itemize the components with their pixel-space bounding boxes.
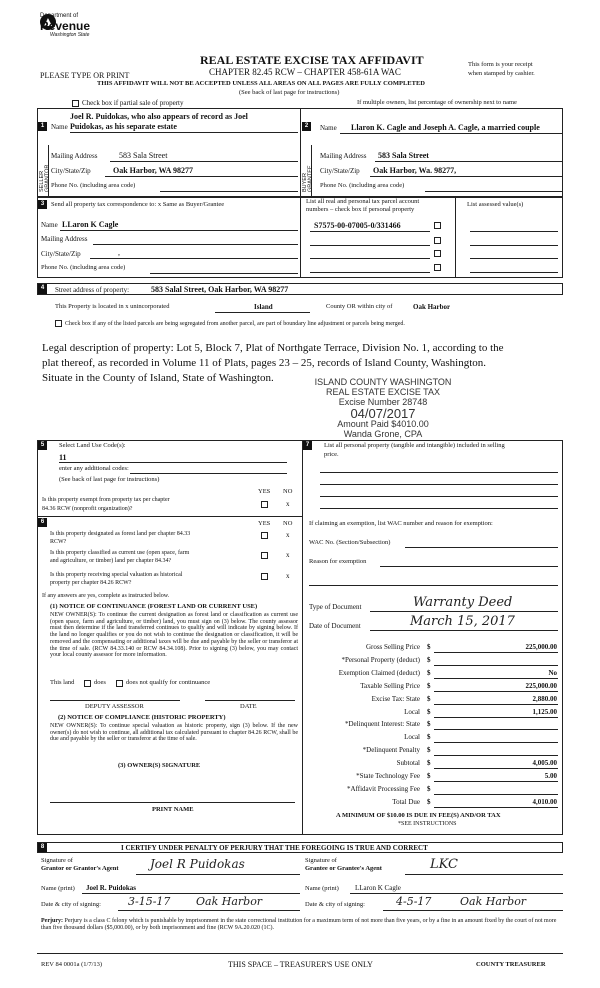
buyer-mailing: 583 Sala Street <box>378 151 429 160</box>
fee-row-label: *Delinquent Penalty <box>362 746 420 754</box>
does-not-label: does not qualify for continuance <box>126 679 211 686</box>
grantee-date-label: Date & city of signing: <box>305 901 365 908</box>
parcel-4-checkbox[interactable] <box>434 264 441 271</box>
stamp-excise-number: Excise Number 28748 <box>338 397 428 407</box>
fee-row-dollar: $ <box>427 656 431 664</box>
fee-row-value: 225,000.00 <box>525 682 557 690</box>
current-use-no-mark: x <box>286 551 290 559</box>
parcel-2-checkbox[interactable] <box>434 237 441 244</box>
seller-city: Oak Harbor, WA 98277 <box>113 166 194 175</box>
dept-line3: Washington State <box>50 32 90 38</box>
historic-question-1: Is this property receiving special valuation as historical <box>50 572 183 578</box>
segregated-label: Check box if any of the listed parcels are being segregated from another parcel, are part of boundary line adjustment or parcels being merged. <box>65 321 405 327</box>
fee-row-line <box>434 807 558 808</box>
seller-side-label: SELLER GRANTOR <box>39 164 51 192</box>
fee-row-label: *State Technology Fee <box>356 772 420 780</box>
fee-row-line <box>434 717 558 718</box>
segregated-checkbox[interactable] <box>55 320 62 327</box>
sec3-name-label: Name <box>41 221 58 229</box>
fee-row-label: Taxable Selling Price <box>360 682 420 690</box>
form-number: REV 84 0001a (1/7/13) <box>41 961 103 968</box>
wac-label: WAC No. (Section/Subsection) <box>309 539 391 546</box>
fee-row-label: Exemption Claimed (deduct) <box>338 669 420 677</box>
fee-row-dollar: $ <box>427 746 431 754</box>
fee-row-value: 4,010.00 <box>532 798 557 806</box>
dept-line2: Revenue <box>40 19 91 33</box>
located-label: This Property is located in x unincorporated <box>55 303 170 310</box>
see-back-note: (See back of last page for instructions) <box>239 89 340 96</box>
fee-row-value: 1,125.00 <box>532 708 557 716</box>
fee-row-line <box>434 742 558 743</box>
stamp-line2: REAL ESTATE EXCISE TAX <box>325 387 441 397</box>
warning-text: THIS AFFIDAVIT WILL NOT BE ACCEPTED UNLESS ALL AREAS ON ALL PAGES ARE FULLY COMPLETED <box>97 80 425 87</box>
land-use-see-back: (See back of last page for instructions) <box>59 476 160 483</box>
forest-yes-checkbox[interactable] <box>261 532 268 539</box>
fee-row-value: 2,880.00 <box>532 695 557 703</box>
date-of-document-label: Date of Document <box>309 622 361 630</box>
exempt-no-mark: x <box>286 500 290 508</box>
section-5-number: 5 <box>38 441 47 450</box>
land-use-code: 11 <box>59 453 67 462</box>
fee-row-dollar: $ <box>427 682 431 690</box>
section-4-number: 4 <box>38 284 47 294</box>
current-use-question-1: Is this property classified as current use (open space, farm <box>50 550 190 556</box>
grantor-signature: Joel R Puidokas <box>150 857 245 871</box>
seller-name-label: Name <box>51 123 68 131</box>
grantee-city: Oak Harbor <box>460 895 527 908</box>
fee-row-dollar: $ <box>427 772 431 780</box>
fee-row-label: *Personal Property (deduct) <box>341 656 420 664</box>
personal-property-label-1: List all personal property (tangible and intangible) included in selling <box>324 442 505 449</box>
fee-row-label: Local <box>404 733 420 741</box>
fee-row-label: Excise Tax: State <box>371 695 420 703</box>
historic-yes-checkbox[interactable] <box>261 573 268 580</box>
grantee-date: 4-5-17 <box>396 895 432 908</box>
fee-row-dollar: $ <box>427 708 431 716</box>
grantor-signature-label-1: Signature of <box>41 857 73 864</box>
print-note: PLEASE TYPE OR PRINT <box>40 71 130 80</box>
fee-row-dollar: $ <box>427 798 431 806</box>
type-of-document-label: Type of Document <box>309 603 362 611</box>
additional-codes-label: enter any additional codes: <box>59 465 129 472</box>
sec3-name: LLaron K Cagle <box>62 220 119 229</box>
see-instructions-note: *SEE INSTRUCTIONS <box>398 821 457 827</box>
fee-row-dollar: $ <box>427 669 431 677</box>
grantor-date-label: Date & city of signing: <box>41 901 101 908</box>
deputy-assessor-label: DEPUTY ASSESSOR <box>85 703 144 710</box>
notice-1-title: (1) NOTICE OF CONTINUANCE (FOREST LAND OR CURRENT USE) <box>50 603 258 610</box>
forest-no-mark: x <box>286 531 290 539</box>
sec6-yes-header: YES <box>258 520 271 527</box>
historic-question-2: property per chapter 84.26 RCW? <box>50 580 132 586</box>
section-3-number: 3 <box>38 200 47 209</box>
fee-row-label: Subtotal <box>396 759 420 767</box>
grantor-date: 3-15-17 <box>128 895 171 908</box>
seller-name-line2: Puidokas, as his separate estate <box>70 122 177 131</box>
parcel-number: S7575-00-07005-0/331466 <box>314 221 401 230</box>
fee-row-label: *Affidavit Processing Fee <box>347 785 420 793</box>
fee-row-value: 5.00 <box>544 772 557 780</box>
send-correspondence-label: Send all property tax correspondence to: x Same as Buyer/Grantee <box>51 201 225 208</box>
does-label: does <box>94 679 106 686</box>
partial-sale-label: Check box if partial sale of property <box>82 99 184 107</box>
current-use-yes-checkbox[interactable] <box>261 552 268 559</box>
fee-row-label: Total Due <box>392 798 420 806</box>
fee-row-label: *Delinquent Interest: State <box>344 720 420 728</box>
county-name: Island <box>254 303 273 311</box>
sec3-phone-label: Phone No. (including area code) <box>41 264 126 271</box>
grantor-city: Oak Harbor <box>196 895 263 908</box>
deputy-date-label: DATE <box>240 703 257 710</box>
owner-signature-label: (3) OWNER(S) SIGNATURE <box>118 762 201 769</box>
fee-row-label: Local <box>404 708 420 716</box>
fee-row-line <box>434 678 558 679</box>
buyer-side-label: BUYER GRANTEE <box>302 165 314 192</box>
reason-label: Reason for exemption <box>309 558 367 565</box>
fee-row-line <box>434 729 558 730</box>
exempt-question-2: 84.36 RCW (nonprofit organization)? <box>42 506 133 512</box>
section-7-number: 7 <box>303 441 312 450</box>
parcel-header-2: numbers – check box if personal property <box>306 206 415 213</box>
fee-row-line <box>434 665 558 666</box>
date-of-document-value: March 15, 2017 <box>410 614 515 629</box>
section-2-number: 2 <box>302 122 311 131</box>
personal-property-label-2: price. <box>324 451 339 458</box>
historic-no-mark: x <box>286 572 290 580</box>
grantee-name: LLaron K Cagle <box>355 884 401 892</box>
sec3-mailing-label: Mailing Address <box>41 235 88 243</box>
fee-row-line <box>434 691 558 692</box>
seller-mailing: 583 Sala Street <box>119 151 168 160</box>
fee-row-line <box>434 652 558 653</box>
grantor-signature-label-2: Grantor or Grantor's Agent <box>41 865 119 872</box>
sec6-no-header: NO <box>283 520 293 527</box>
grantee-signature-label-1: Signature of <box>305 857 337 864</box>
exemption-claim-label: If claiming an exemption, list WAC number and reason for exemption: <box>309 520 493 527</box>
buyer-name-label: Name <box>320 124 337 132</box>
buyer-name: Llaron K. Cagle and Joseph A. Cagle, a married couple <box>351 123 540 132</box>
street-address: 583 Salal Street, Oak Harbor, WA 98277 <box>151 285 289 294</box>
fee-row-line <box>434 704 558 705</box>
sec5-yes-header: YES <box>258 488 271 495</box>
treasurer-use-label: THIS SPACE – TREASURER'S USE ONLY <box>228 960 373 969</box>
sec3-city-value: , <box>118 248 120 257</box>
assessed-value-header: List assessed value(s) <box>467 201 524 208</box>
buyer-city-label: City/State/Zip <box>320 167 360 175</box>
this-land-label: This land <box>50 679 75 686</box>
fee-row-line <box>434 781 558 782</box>
legal-description-line2: plat thereof, as recorded in Volume 11 of Plats, pages 23 – 25, records of Island County, Washington. <box>42 357 487 369</box>
seller-mailing-label: Mailing Address <box>51 152 98 160</box>
fee-row-line <box>434 768 558 769</box>
buyer-mailing-label: Mailing Address <box>320 152 367 160</box>
county-treasurer-label: COUNTY TREASURER <box>476 961 546 968</box>
fee-row-dollar: $ <box>427 643 431 651</box>
form-chapter: CHAPTER 82.45 RCW – CHAPTER 458-61A WAC <box>209 67 401 77</box>
seller-phone-label: Phone No. (including area code) <box>51 182 136 189</box>
fee-row-label: Gross Selling Price <box>365 643 420 651</box>
parcel-1-checkbox[interactable] <box>434 222 441 229</box>
section-8-number: 8 <box>38 843 47 852</box>
forest-question-2: RCW? <box>50 539 67 545</box>
stamp-line1: ISLAND COUNTY WASHINGTON <box>314 377 452 387</box>
street-address-label: Street address of property: <box>55 286 130 294</box>
receipt-note-2: when stamped by cashier. <box>468 70 535 77</box>
fee-row-line <box>434 794 558 795</box>
notice-2-body: NEW OWNER(S): To continue special valuation as historic property, sign (3) below. If the new owner(s) do not wish to continue, all additional tax calculated pursuant to chapter 84.26 RCW, shall be due and payable by the seller or transferor at the time of sale. <box>50 723 298 743</box>
city-name: Oak Harbor <box>413 303 451 311</box>
perjury-statement <box>41 918 561 931</box>
grantor-name-label: Name (print) <box>41 885 75 892</box>
buyer-phone-label: Phone No. (including area code) <box>320 182 405 189</box>
fee-row-value: 225,000.00 <box>525 643 557 651</box>
grantee-signature: LKC <box>430 857 458 872</box>
fee-row-dollar: $ <box>427 720 431 728</box>
parcel-header-1: List all real and personal tax parcel account <box>306 198 420 205</box>
notice-1-body: NEW OWNER(S): To continue the current designation as forest land or classification as current use (open space, farm and agriculture, or timber) land, you must sign on (3) below. The county assessor must then determine if the land transferred continues to qualify and will indicate by signing below. If the land no longer qualifies or you do not wish to continue the designation or classification, it will be removed and the compensating or additional taxes will be due and payable by the seller or transferor at the time of sale. (RCW 84.33.140 or RCW 84.34.108). Prior to signing (3) below, you may contact your local county assessor for more information. <box>50 612 298 659</box>
multiple-owners-note: If multiple owners, list percentage of ownership next to name <box>357 99 517 106</box>
fee-row-value: No <box>548 669 557 677</box>
parcel-3-checkbox[interactable] <box>434 250 441 257</box>
exempt-question-1: Is this property exempt from property tax per chapter <box>42 497 170 503</box>
buyer-city: Oak Harbor, Wa. 98277, <box>373 166 457 175</box>
forest-question-1: Is this property designated as forest land per chapter 84.33 <box>50 531 191 537</box>
exempt-yes-checkbox[interactable] <box>261 501 268 508</box>
sec5-no-header: NO <box>283 488 293 495</box>
fee-row-dollar: $ <box>427 695 431 703</box>
grantee-name-label: Name (print) <box>305 885 339 892</box>
does-checkbox[interactable] <box>84 680 91 687</box>
sec3-city-label: City/State/Zip <box>41 250 81 258</box>
grantee-signature-label-2: Grantee or Grantee's Agent <box>305 865 382 872</box>
minimum-fee-note: A MINIMUM OF $10.00 IS DUE IN FEE(S) AND/OR TAX <box>336 812 501 819</box>
fee-row-dollar: $ <box>427 785 431 793</box>
print-name-label: PRINT NAME <box>152 806 194 813</box>
grantor-name: Joel R. Puidokas <box>86 884 136 892</box>
legal-description-line1: Legal description of property: Lot 5, Block 7, Plat of Northgate Terrace, Division No. 1, according to the <box>42 342 504 354</box>
land-use-label: Select Land Use Code(s): <box>59 442 126 449</box>
legal-description-line3: Situate in the County of Island, State of Washington. <box>42 372 274 384</box>
notice-2-title: (2) NOTICE OF COMPLIANCE (HISTORIC PROPERTY) <box>58 714 226 721</box>
seller-city-label: City/State/Zip <box>51 167 91 175</box>
stamp-amount: Amount Paid $4010.00 <box>337 419 429 429</box>
fee-row-value: 4,005.00 <box>532 759 557 767</box>
county-or-label: County OR within city of <box>326 303 393 310</box>
stamp-date: 04/07/2017 <box>350 406 416 421</box>
fee-row-dollar: $ <box>427 733 431 741</box>
perjury-text: Perjury is a class C felony which is punishable by imprisonment in the state correctional institution for a maximum term of not more than five years, or by a fine in an amount fixed by the court of not more than five thousand dollars ($5,000.00), or by both imprisonment and fine (RCW 9A.20.020 (1C). <box>41 918 557 931</box>
dept-line1: Department of <box>40 13 79 19</box>
type-of-document-value: Warranty Deed <box>413 595 513 610</box>
fee-row-dollar: $ <box>427 759 431 767</box>
partial-sale-checkbox[interactable] <box>72 100 79 107</box>
perjury-label: Perjury: <box>41 918 63 924</box>
fee-row-line <box>434 755 558 756</box>
section-1-number: 1 <box>38 122 47 131</box>
certify-statement: I CERTIFY UNDER PENALTY OF PERJURY THAT THE FOREGOING IS TRUE AND CORRECT <box>121 844 428 852</box>
seller-name-line1: Joel R. Puidokas, who also appears of record as Joel <box>70 112 248 121</box>
section-6-number: 6 <box>38 518 47 527</box>
current-use-question-2: and agriculture, or timber) land per chapter 84.34? <box>50 558 172 564</box>
if-yes-instruction: If any answers are yes, complete as instructed below. <box>42 593 170 599</box>
receipt-note-1: This form is your receipt <box>468 61 533 68</box>
stamp-signer: Wanda Grone, CPA <box>343 429 423 439</box>
form-title: REAL ESTATE EXCISE TAX AFFIDAVIT <box>200 53 424 67</box>
does-not-checkbox[interactable] <box>116 680 123 687</box>
